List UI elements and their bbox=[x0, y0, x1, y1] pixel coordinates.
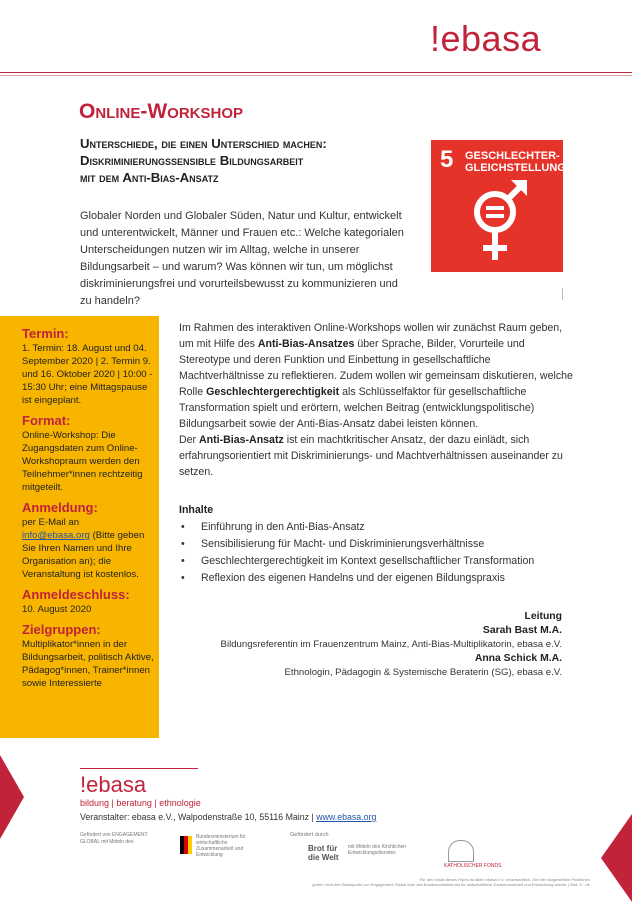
brot-fuer-die-welt-logo: Brot für die Welt bbox=[308, 844, 339, 862]
leitung-role-1: Bildungsreferentin im Frauenzentrum Mainz, Anti-Bias-Multiplikatorin, ebasa e.V. bbox=[220, 639, 562, 650]
p1-bold-anti-bias: Anti-Bias-Ansatzes bbox=[257, 338, 355, 350]
subtitle-line-3: mit dem Anti-Bias-Ansatz bbox=[80, 170, 219, 185]
subtitle bbox=[80, 135, 400, 186]
decor-triangle-right bbox=[601, 814, 632, 902]
anmeldeschluss-heading: Anmeldeschluss: bbox=[22, 587, 130, 602]
gender-equality-icon bbox=[467, 180, 529, 266]
p2-bold-anti-bias: Anti-Bias-Ansatz bbox=[199, 434, 284, 446]
format-text: Online-Workshop: Die Zugangsdaten zum Online-Workshopraum werden den Teilnehmer*innen rechtzeitig mitgeteilt. bbox=[22, 430, 143, 493]
inhalte-heading: Inhalte bbox=[179, 504, 214, 516]
list-item: • Einführung in den Anti-Bias-Ansatz bbox=[179, 519, 574, 536]
brot-sub-text: mit Mitteln des Kirchlichen Entwicklungsdienstes bbox=[348, 844, 407, 856]
p2-text-a: Der bbox=[179, 434, 200, 446]
sdg-label-line-1: GESCHLECHTER- bbox=[465, 150, 560, 162]
footer-rule bbox=[80, 768, 198, 769]
website-link[interactable]: www.ebasa.org bbox=[316, 812, 377, 822]
termin-text: 1. Termin: 18. August und 04. September 2020 | 2. Termin 9. und 16. Oktober 2020 | 10:00 - 15:30 Uhr; eine Mittagspause ist eingeplant. bbox=[22, 343, 153, 406]
anmeldung-text bbox=[22, 516, 155, 581]
sdg-5-tile bbox=[431, 140, 566, 272]
p1-bold-gerechtigkeit: Geschlechtergerechtigkeit bbox=[206, 386, 340, 398]
anmeldeschluss-text: 10. August 2020 bbox=[22, 604, 92, 615]
leitung-name-1: Sarah Bast M.A. bbox=[482, 625, 562, 636]
leitung-role-2: Ethnologin, Pädagogin & Systemische Beraterin (SG), ebasa e.V. bbox=[284, 667, 562, 678]
list-item: • Reflexion des eigenen Handelns und der eigenen Bildungspraxis bbox=[179, 570, 574, 587]
funder-logos bbox=[80, 830, 590, 880]
anmeldung-post: (Bitte geben Sie Ihren Namen und Ihre Organisation an); die Veranstaltung ist kostenlos. bbox=[22, 530, 145, 580]
bmz-logo: Bundesministerium für wirtschaftliche Zusammenarbeit und Entwicklung bbox=[196, 834, 246, 858]
subtitle-line-1: Unterschiede, die einen Unterschied machen: bbox=[80, 136, 327, 151]
footer-ebasa-logo: !ebasa bbox=[80, 772, 147, 797]
gefoerdert-text: Gefördert durch bbox=[290, 832, 329, 838]
sdg-number: 5 bbox=[440, 146, 454, 173]
header-rule-light bbox=[0, 75, 632, 76]
list-item: • Geschlechtergerechtigkeit im Kontext gesellschaftlicher Transformation bbox=[179, 553, 574, 570]
email-link[interactable]: info@ebasa.org bbox=[22, 530, 90, 541]
leitung-heading: Leitung bbox=[524, 611, 562, 622]
leitung-block bbox=[190, 610, 562, 680]
description-paragraph-1 bbox=[179, 320, 574, 432]
fineprint bbox=[190, 877, 590, 887]
zielgruppen-text: Multiplikator*innen in der Bildungsarbeit, politisch Aktive, Pädagog*innen, Trainer*innen sowie Interessierte bbox=[22, 639, 154, 689]
veranstalter bbox=[80, 812, 376, 822]
divider-mark bbox=[562, 288, 563, 300]
flag-stripe-gold bbox=[188, 836, 192, 854]
p1-text-c: über Sprache, Bilder, Vorurteile und Stereotype und deren Funktion und Einbettung in gesellschaftliche Machtverhältnisse zu reflektieren. Zudem wollen wir gemeinsam diskutieren, welche Rolle bbox=[179, 338, 573, 398]
anmeldung-heading: Anmeldung: bbox=[22, 500, 98, 515]
info-sidebar-content bbox=[22, 326, 155, 696]
veranstalter-label: Veranstalter: bbox=[80, 812, 130, 822]
funded-by-text: Gefördert von ENGAGEMENT GLOBAL mit Mitteln des bbox=[80, 832, 148, 845]
termin-heading: Termin: bbox=[22, 326, 69, 341]
zielgruppen-heading: Zielgruppen: bbox=[22, 622, 101, 637]
katholischer-fonds-logo: KATHOLISCHER FONDS bbox=[444, 863, 502, 869]
p1-text-a: Im Rahmen des interaktiven Online-Workshops wollen wir zunächst Raum geben, um mit Hilfe des bbox=[179, 322, 563, 350]
fineprint-line-2: geben nicht den Standpunkt von Engagement Global oder des Bundesministeriums für wirtschaftliche Zusammenarbeit und Entwicklung wieder. | Bild: ©...de bbox=[312, 882, 590, 887]
subtitle-line-2: Diskriminierungssensible Bildungsarbeit bbox=[80, 153, 304, 168]
fineprint-line-1: Für den Inhalt dieses Flyers ist allein ebasa e.V. verantwortlich. Die hier dargestellten Positionen bbox=[419, 877, 590, 882]
sdg-label bbox=[465, 150, 566, 174]
description-paragraph-2 bbox=[179, 432, 574, 480]
format-heading: Format: bbox=[22, 413, 71, 428]
header-rule bbox=[0, 72, 632, 73]
leitung-name-2: Anna Schick M.A. bbox=[474, 653, 562, 664]
description bbox=[179, 320, 574, 480]
church-icon bbox=[448, 840, 474, 862]
sdg-label-line-2: GLEICHSTELLUNG bbox=[465, 162, 566, 174]
inhalte-list bbox=[179, 519, 574, 587]
p2-text-c: ist ein machtkritischer Ansatz, der dazu einlädt, sich erfahrungsorientiert mit Diskriminierungs- und Machtverhältnissen auseinander zu setzen. bbox=[179, 434, 563, 478]
decor-triangle-left bbox=[0, 755, 24, 839]
p1-text-e: als Schlüsselfaktor für gesellschaftliche Transformation spielt und erörtern, welchen Beitrag (entwicklungspolitische) Bildungsarbeit sowie der Anti-Bias-Ansatz dabei leisten können. bbox=[179, 386, 535, 430]
ebasa-logo: !ebasa bbox=[430, 18, 542, 59]
veranstalter-text: ebasa e.V., Walpodenstraße 10, 55116 Mainz | bbox=[131, 812, 314, 822]
footer-tagline: bildung | beratung | ethnologie bbox=[80, 798, 201, 808]
anmeldung-pre: per E-Mail an bbox=[22, 517, 80, 528]
page-title: Online-Workshop bbox=[79, 100, 243, 123]
intro-paragraph: Globaler Norden und Globaler Süden, Natur und Kultur, entwickelt und unterentwickelt, Männer und Frauen etc.: Welche kategorialen Unterscheidungen nutzen wir im Alltag, welche in unserer Bildungsarbeit – und warum? Was können wir tun, um möglichst diskriminierungsfrei und vorurteilsbewusst zu kommunizieren und zu handeln? bbox=[80, 210, 404, 307]
list-item: • Sensibilisierung für Macht- und Diskriminierungsverhältnisse bbox=[179, 536, 574, 553]
